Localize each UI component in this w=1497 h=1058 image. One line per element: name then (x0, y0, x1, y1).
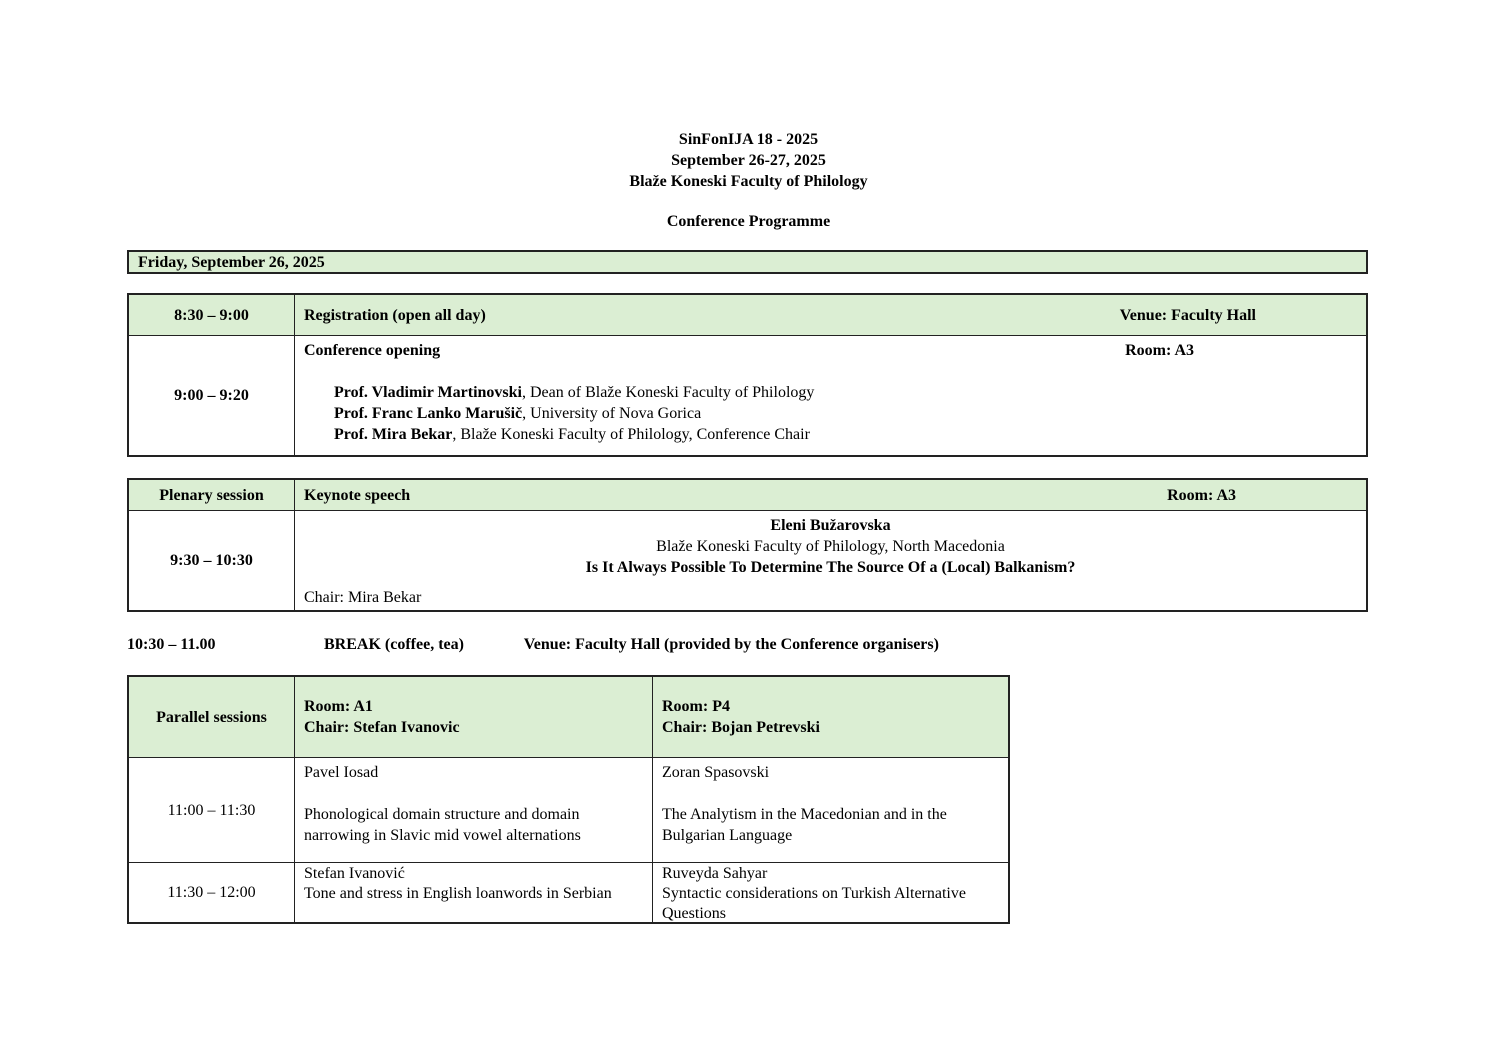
programme-heading: Conference Programme (666, 213, 831, 230)
parallel-sessions-table (127, 675, 1010, 924)
plenary-table (127, 478, 1368, 612)
registration-row (129, 295, 1366, 335)
blank-line (304, 361, 1366, 382)
parallel-sessions-label: Parallel sessions (156, 708, 267, 726)
talk-speaker: Ruveyda Sahyar (662, 865, 768, 882)
registration-time: 8:30 – 9:00 (174, 306, 249, 324)
opening-time: 9:00 – 9:20 (174, 387, 249, 404)
break-time: 10:30 – 11.00 (127, 636, 216, 653)
talk-title: The Analytism in the Macedonian and in the Bulgarian Language (662, 806, 947, 844)
registration-venue: Venue: Faculty Hall (1119, 306, 1256, 324)
break-label: BREAK (coffee, tea) (324, 636, 464, 653)
speaker-name: Prof. Mira Bekar (334, 426, 453, 443)
parallel-slot-row (129, 862, 1008, 922)
talk-cell-b (652, 863, 1008, 922)
track-a-chair: Chair: Stefan Ivanovic (304, 719, 460, 736)
registration-cell (294, 295, 1366, 335)
registration-label: Registration (open all day) (304, 306, 486, 324)
speaker-name: Prof. Vladimir Martinovski (334, 384, 522, 401)
morning-schedule-table (127, 293, 1368, 457)
keynote-speaker: Eleni Bužarovska (770, 517, 891, 534)
plenary-session-label: Plenary session (159, 486, 264, 504)
speaker-role: , Dean of Blaže Koneski Faculty of Philology (522, 384, 815, 401)
conference-dates: September 26-27, 2025 (671, 152, 826, 169)
talk-speaker: Zoran Spasovski (662, 764, 770, 781)
talk-cell-b (652, 758, 1008, 862)
track-a-room: Room: A1 (304, 698, 373, 715)
break-venue: Venue: Faculty Hall (provided by the Conference organisers) (523, 636, 939, 653)
talk-cell-a (294, 863, 652, 922)
talk-speaker: Stefan Ivanović (304, 865, 405, 882)
keynote-title: Is It Always Possible To Determine The Source Of a (Local) Balkanism? (585, 559, 1076, 576)
document-header (0, 129, 1497, 192)
parallel-header-row (129, 677, 1008, 757)
track-b-room: Room: P4 (662, 698, 730, 715)
conference-opening-row (129, 335, 1366, 455)
day-banner-label: Friday, September 26, 2025 (138, 253, 325, 271)
break-row (127, 634, 939, 655)
plenary-room: Room: A3 (1167, 486, 1236, 504)
opening-header-line (304, 340, 1366, 361)
keynote-details (304, 515, 1357, 578)
conference-host: Blaže Koneski Faculty of Philology (629, 173, 868, 190)
conference-title: SinFonIJA 18 - 2025 (678, 131, 819, 148)
track-b-header (652, 677, 1008, 757)
slot-time: 11:30 – 12:00 (167, 884, 256, 901)
talk-speaker: Pavel Iosad (304, 764, 379, 781)
opening-room: Room: A3 (1125, 342, 1194, 359)
parallel-slot-row (129, 757, 1008, 862)
plenary-header-cell (294, 480, 1366, 510)
keynote-label: Keynote speech (304, 486, 411, 504)
plenary-time: 9:30 – 10:30 (170, 552, 253, 569)
speaker-line (334, 403, 1366, 424)
talk-cell-a (294, 758, 652, 862)
speaker-role: , Blaže Koneski Faculty of Philology, Conference Chair (452, 426, 810, 443)
plenary-body-cell (294, 511, 1366, 610)
opening-label: Conference opening (304, 342, 441, 359)
opening-cell (294, 336, 1366, 455)
blank-line (304, 783, 640, 804)
track-a-header (294, 677, 652, 757)
speaker-line (334, 424, 1366, 445)
blank-line (662, 783, 996, 804)
keynote-affiliation: Blaže Koneski Faculty of Philology, North Macedonia (656, 538, 1005, 555)
day-banner (127, 250, 1368, 274)
speaker-role: , University of Nova Gorica (522, 405, 702, 422)
slot-time: 11:00 – 11:30 (167, 801, 256, 819)
talk-title: Syntactic considerations on Turkish Alternative Questions (662, 885, 966, 922)
plenary-header-row (129, 480, 1366, 510)
speaker-line (334, 382, 1366, 403)
plenary-chair: Chair: Mira Bekar (304, 589, 422, 606)
talk-title: Phonological domain structure and domain narrowing in Slavic mid vowel alternations (304, 806, 581, 844)
track-b-chair: Chair: Bojan Petrevski (662, 719, 820, 736)
speaker-name: Prof. Franc Lanko Marušič (334, 405, 523, 422)
talk-title: Tone and stress in English loanwords in Serbian (304, 885, 612, 902)
plenary-body-row (129, 510, 1366, 610)
opening-speakers-list (334, 382, 1366, 445)
